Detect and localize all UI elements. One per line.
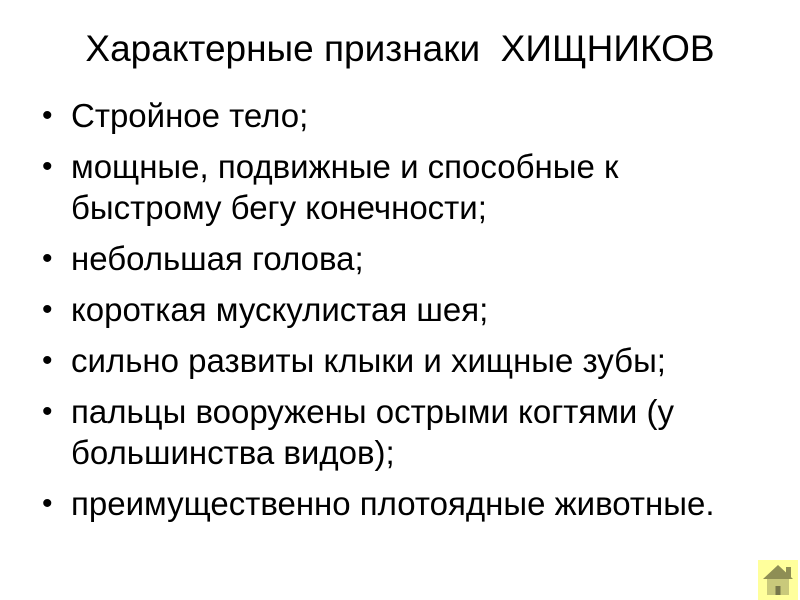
bullet-icon: •	[42, 395, 53, 428]
home-icon-door	[776, 586, 781, 595]
bullet-text: небольшая голова;	[71, 240, 364, 277]
bullet-icon: •	[42, 150, 53, 183]
bullet-icon: •	[42, 487, 53, 520]
list-item	[40, 146, 751, 228]
bullet-icon: •	[42, 242, 53, 275]
bullet-text: преимущественно плотоядные животные.	[71, 485, 715, 522]
list-item	[40, 238, 751, 279]
list-item	[40, 289, 751, 330]
list-item	[40, 340, 751, 381]
home-button[interactable]	[758, 560, 798, 600]
slide-title: Характерные признаки ХИЩНИКОВ	[85, 28, 715, 69]
bullet-text: пальцы вооружены острыми когтями (у большинства видов);	[71, 393, 675, 471]
list-item	[40, 391, 751, 473]
home-icon	[758, 560, 798, 600]
bullet-icon: •	[42, 293, 53, 326]
bullet-text: мощные, подвижные и способные к быстрому бегу конечности;	[71, 148, 619, 226]
list-item	[40, 95, 751, 136]
bullet-icon: •	[42, 99, 53, 132]
bullet-text: короткая мускулистая шея;	[71, 291, 489, 328]
list-item	[40, 483, 751, 524]
bullet-icon: •	[42, 344, 53, 377]
bullet-text: Стройное тело;	[71, 97, 309, 134]
bullet-list	[40, 95, 751, 524]
bullet-text: сильно развиты клыки и хищные зубы;	[71, 342, 666, 379]
